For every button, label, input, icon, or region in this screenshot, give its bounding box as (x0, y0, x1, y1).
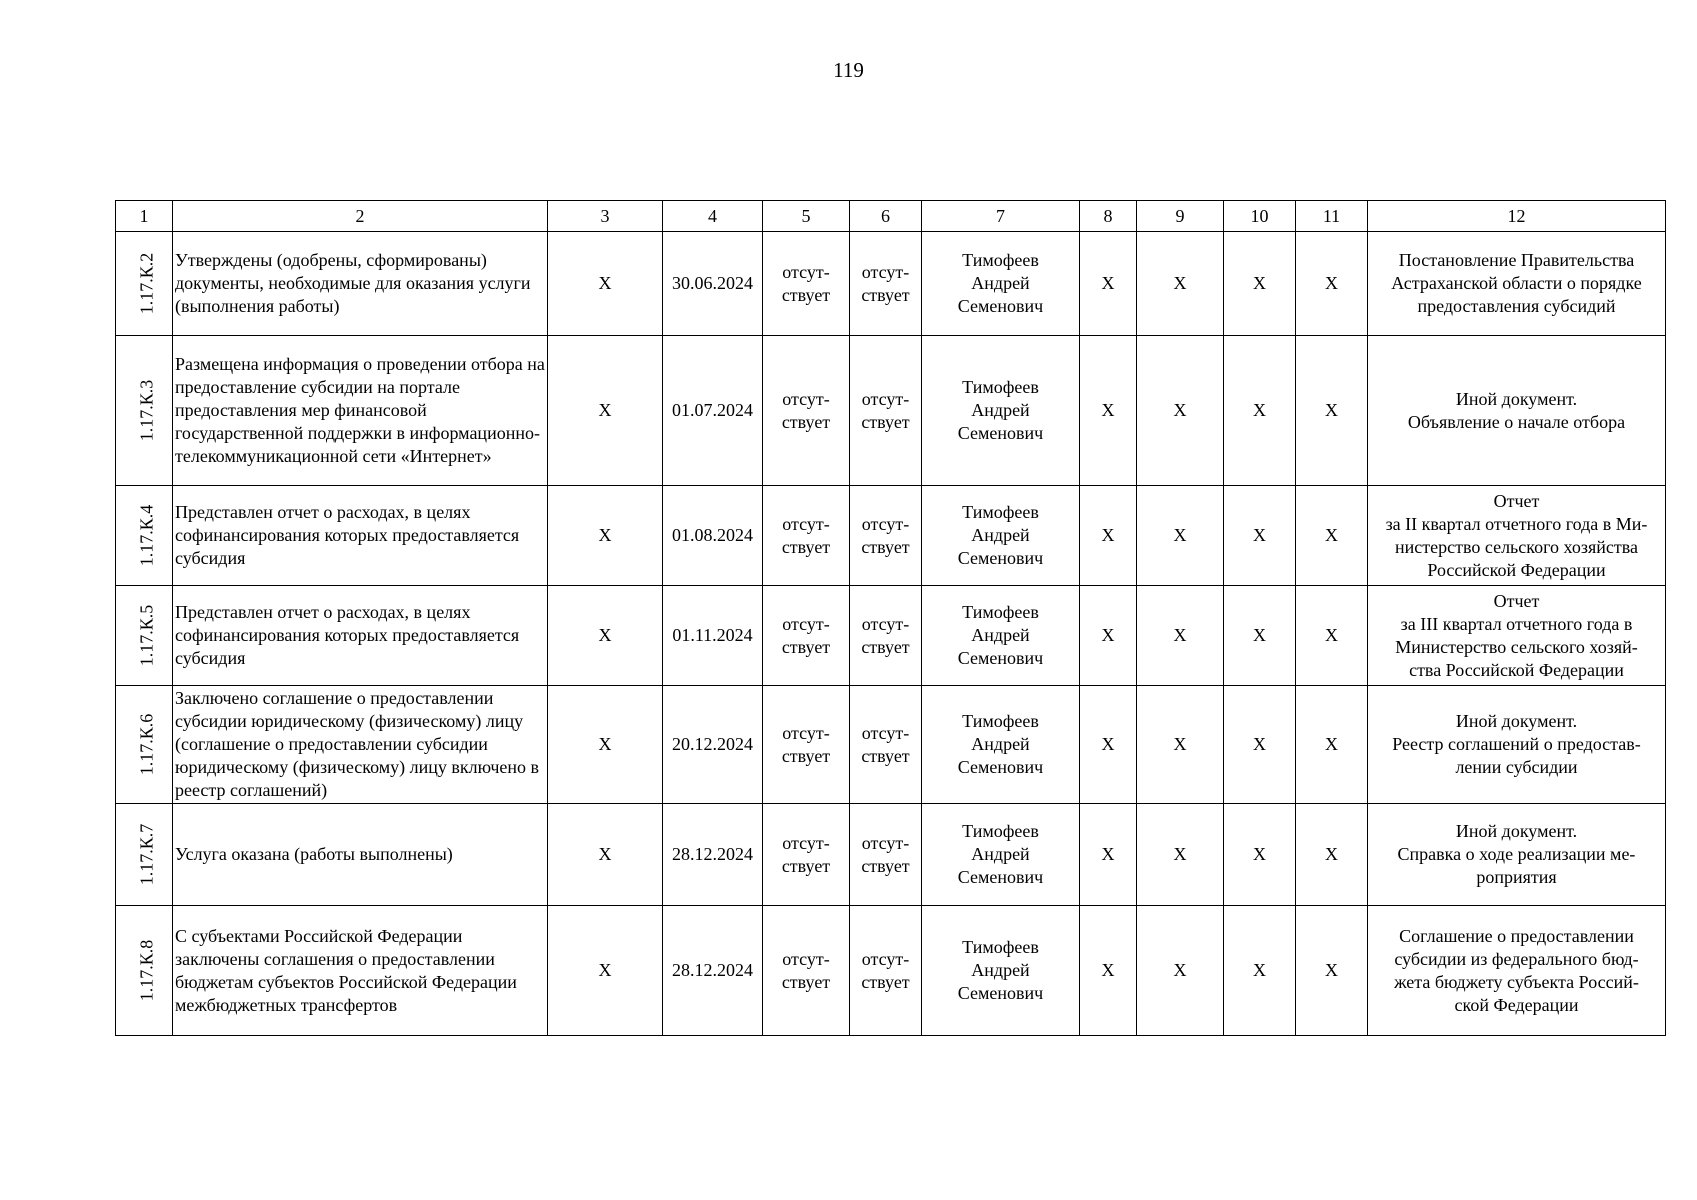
date-cell: 01.08.2024 (663, 486, 763, 586)
mark-cell: X (1080, 232, 1137, 336)
table-row (116, 686, 1666, 804)
task-cell: Заключено соглашение о предоставлении субсидии юридическому (физическому) лицу (соглашение о предоставлении субсидии юридическому (физическому) лицу включено в реестр соглашений) (173, 686, 548, 804)
mark-cell: X (1296, 336, 1368, 486)
task-cell: Услуга оказана (работы выполнены) (173, 804, 548, 906)
mark-cell: X (1296, 804, 1368, 906)
row-id-cell (116, 906, 173, 1036)
mark-cell: X (1296, 232, 1368, 336)
document-cell: Постановление Правительства Астраханской области о порядке предоставления субсидий (1368, 232, 1666, 336)
mark-cell: X (1224, 804, 1296, 906)
mark-cell: X (548, 586, 663, 686)
mark-cell: X (1224, 486, 1296, 586)
column-number: 8 (1080, 201, 1137, 232)
absent-cell: отсут- ствует (850, 486, 922, 586)
row-id: 1.17.К.5 (136, 604, 157, 667)
column-number: 5 (763, 201, 850, 232)
date-cell: 01.11.2024 (663, 586, 763, 686)
mark-cell: X (548, 232, 663, 336)
mark-cell: X (1137, 906, 1224, 1036)
date-cell: 28.12.2024 (663, 906, 763, 1036)
absent-cell: отсут- ствует (763, 336, 850, 486)
table-header-row (116, 201, 1666, 232)
mark-cell: X (1224, 336, 1296, 486)
document-cell: Отчет за II квартал отчетного года в Ми- нистерство сельского хозяйства Российской Федерации (1368, 486, 1666, 586)
responsible-cell: Тимофеев Андрей Семенович (922, 686, 1080, 804)
absent-cell: отсут- ствует (763, 586, 850, 686)
document-cell: Иной документ. Реестр соглашений о предостав- лении субсидии (1368, 686, 1666, 804)
mark-cell: X (1224, 586, 1296, 686)
column-number: 4 (663, 201, 763, 232)
absent-cell: отсут- ствует (850, 336, 922, 486)
mark-cell: X (1137, 232, 1224, 336)
absent-cell: отсут- ствует (763, 486, 850, 586)
mark-cell: X (1296, 586, 1368, 686)
row-id: 1.17.К.8 (136, 939, 157, 1002)
mark-cell: X (1137, 336, 1224, 486)
column-number: 11 (1296, 201, 1368, 232)
row-id: 1.17.К.6 (136, 713, 157, 776)
row-id-cell (116, 486, 173, 586)
date-cell: 01.07.2024 (663, 336, 763, 486)
document-cell: Иной документ. Справка о ходе реализации ме- роприятия (1368, 804, 1666, 906)
task-cell: С субъектами Российской Федерации заключены соглашения о предоставлении бюджетам субъектов Российской Федерации межбюджетных трансфертов (173, 906, 548, 1036)
mark-cell: X (1080, 804, 1137, 906)
page-number: 119 (833, 58, 864, 82)
control-points-table (115, 200, 1666, 1036)
mark-cell: X (1137, 586, 1224, 686)
document-cell: Соглашение о предоставлении субсидии из федерального бюд- жета бюджету субъекта Россий- ской Федерации (1368, 906, 1666, 1036)
task-cell: Утверждены (одобрены, сформированы) документы, необходимые для оказания услуги (выполнения работы) (173, 232, 548, 336)
task-cell: Представлен отчет о расходах, в целях софинансирования которых предоставляется субсидия (173, 486, 548, 586)
mark-cell: X (1224, 906, 1296, 1036)
mark-cell: X (1296, 686, 1368, 804)
date-cell: 28.12.2024 (663, 804, 763, 906)
column-number: 12 (1368, 201, 1666, 232)
mark-cell: X (1080, 906, 1137, 1036)
responsible-cell: Тимофеев Андрей Семенович (922, 906, 1080, 1036)
column-number: 1 (116, 201, 173, 232)
row-id-cell (116, 686, 173, 804)
column-number: 7 (922, 201, 1080, 232)
table-row (116, 486, 1666, 586)
column-number: 6 (850, 201, 922, 232)
mark-cell: X (1224, 686, 1296, 804)
column-number: 10 (1224, 201, 1296, 232)
mark-cell: X (1080, 486, 1137, 586)
table-row (116, 804, 1666, 906)
document-cell: Отчет за III квартал отчетного года в Министерство сельского хозяй- ства Российской Федерации (1368, 586, 1666, 686)
table-row (116, 336, 1666, 486)
responsible-cell: Тимофеев Андрей Семенович (922, 336, 1080, 486)
column-number: 2 (173, 201, 548, 232)
mark-cell: X (548, 686, 663, 804)
table-row (116, 232, 1666, 336)
table-row (116, 906, 1666, 1036)
date-cell: 30.06.2024 (663, 232, 763, 336)
row-id: 1.17.К.2 (136, 252, 157, 315)
mark-cell: X (548, 336, 663, 486)
mark-cell: X (548, 906, 663, 1036)
table-row (116, 586, 1666, 686)
mark-cell: X (1137, 804, 1224, 906)
mark-cell: X (1296, 906, 1368, 1036)
responsible-cell: Тимофеев Андрей Семенович (922, 486, 1080, 586)
mark-cell: X (1080, 586, 1137, 686)
row-id-cell (116, 232, 173, 336)
absent-cell: отсут- ствует (763, 906, 850, 1036)
mark-cell: X (1080, 686, 1137, 804)
mark-cell: X (548, 804, 663, 906)
mark-cell: X (1137, 686, 1224, 804)
mark-cell: X (1296, 486, 1368, 586)
responsible-cell: Тимофеев Андрей Семенович (922, 804, 1080, 906)
row-id: 1.17.К.4 (136, 504, 157, 567)
responsible-cell: Тимофеев Андрей Семенович (922, 586, 1080, 686)
task-cell: Представлен отчет о расходах, в целях софинансирования которых предоставляется субсидия (173, 586, 548, 686)
mark-cell: X (1080, 336, 1137, 486)
absent-cell: отсут- ствует (763, 686, 850, 804)
absent-cell: отсут- ствует (850, 586, 922, 686)
row-id: 1.17.К.3 (136, 379, 157, 442)
column-number: 3 (548, 201, 663, 232)
mark-cell: X (1224, 232, 1296, 336)
row-id-cell (116, 336, 173, 486)
mark-cell: X (1137, 486, 1224, 586)
absent-cell: отсут- ствует (763, 804, 850, 906)
mark-cell: X (548, 486, 663, 586)
row-id: 1.17.К.7 (136, 823, 157, 886)
absent-cell: отсут- ствует (850, 686, 922, 804)
row-id-cell (116, 804, 173, 906)
row-id-cell (116, 586, 173, 686)
task-cell: Размещена информация о проведении отбора на предоставление субсидии на портале предоставления мер финансовой государственной поддержки в информационно-телекоммуникационной сети «Интернет» (173, 336, 548, 486)
absent-cell: отсут- ствует (850, 906, 922, 1036)
column-number: 9 (1137, 201, 1224, 232)
absent-cell: отсут- ствует (850, 232, 922, 336)
absent-cell: отсут- ствует (763, 232, 850, 336)
date-cell: 20.12.2024 (663, 686, 763, 804)
absent-cell: отсут- ствует (850, 804, 922, 906)
responsible-cell: Тимофеев Андрей Семенович (922, 232, 1080, 336)
document-cell: Иной документ. Объявление о начале отбора (1368, 336, 1666, 486)
